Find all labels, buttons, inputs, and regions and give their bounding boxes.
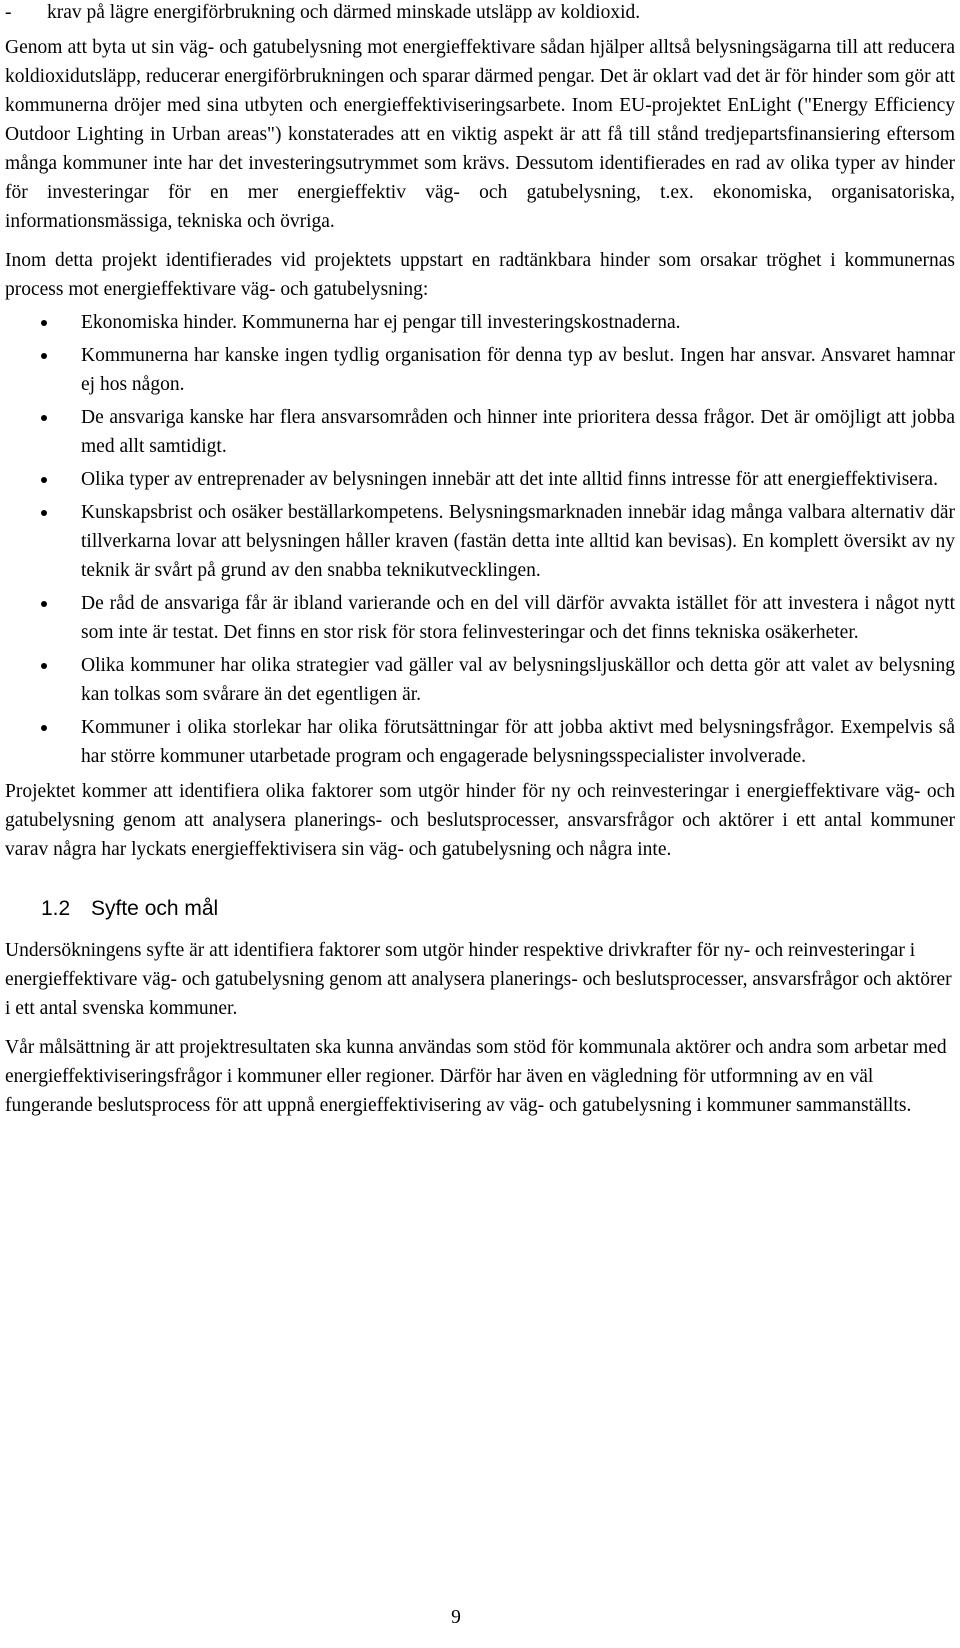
bullet-dot-icon bbox=[41, 601, 47, 607]
bullet-text: De råd de ansvariga får är ibland varierande och en del vill därför avvakta istället för att investera i något nytt som inte är testat. Det finns en stor risk för stora felinvesteringar och det finns tekniska osäkerheter. bbox=[81, 593, 955, 643]
page-content bbox=[5, 0, 955, 1120]
bullet-item bbox=[5, 465, 955, 494]
paragraph-barriers-intro: Inom detta projekt identifierades vid projektets uppstart en radtänkbara hinder som orsakar tröghet i kommunernas process mot energieffektivare väg- och gatubelysning: bbox=[5, 250, 955, 300]
bullet-text: De ansvariga kanske har flera ansvarsområden och hinner inte prioritera dessa frågor. Det är omöjligt att jobba med allt samtidigt. bbox=[81, 407, 955, 457]
bullet-text: Kunskapsbrist och osäker beställarkompetens. Belysningsmarknaden innebär idag många valbara alternativ där tillverkarna lovar att belysningen håller kraven (fastän detta inte alltid kan bevisas). En komplett översikt av ny teknik är svårt på grund av den snabba teknikutvecklingen. bbox=[81, 502, 955, 581]
bullet-item bbox=[5, 308, 955, 337]
bullet-dot-icon bbox=[41, 725, 47, 731]
bullet-item bbox=[5, 651, 955, 709]
barriers-list bbox=[5, 308, 955, 771]
bullet-text: Kommuner i olika storlekar har olika förutsättningar för att jobba aktivt med belysningsfrågor. Exempelvis så har större kommuner utarbetade program och engagerade belysningsspecialister involverade. bbox=[81, 717, 955, 767]
bullet-dot-icon bbox=[41, 663, 47, 669]
bullet-item bbox=[5, 498, 955, 585]
bullet-dot-icon bbox=[41, 320, 47, 326]
bullet-item bbox=[5, 403, 955, 461]
dash-marker: - bbox=[5, 2, 12, 23]
paragraph-project-scope: Projektet kommer att identifiera olika faktorer som utgör hinder för ny och reinvesteringar i energieffektivare väg- och gatubelysning genom att analysera planerings- och beslutsprocesser, ansvarsfrågor och aktörer i ett antal kommuner varav några har lyckats energieffektivisera sin väg- och gatubelysning och några inte. bbox=[5, 781, 955, 860]
section-heading bbox=[5, 895, 955, 923]
dash-list-text: krav på lägre energiförbrukning och därmed minskade utsläpp av koldioxid. bbox=[47, 2, 641, 23]
bullet-text: Kommunerna har kanske ingen tydlig organisation för denna typ av beslut. Ingen har ansvar. Ansvaret hamnar ej hos någon. bbox=[81, 345, 955, 395]
bullet-item bbox=[5, 341, 955, 399]
dash-list-item bbox=[5, 0, 955, 27]
paragraph-background: Genom att byta ut sin väg- och gatubelysning mot energieffektivare sådan hjälper alltså belysningsägarna till att reducera koldioxidutsläpp, reducerar energiförbrukningen och sparar därmed pengar. Det är oklart vad det är för hinder som gör att kommunerna dröjer med sina utbyten och energieffektiviseringsarbete. Inom EU-projektet EnLight ("Energy Efficiency Outdoor Lighting in Urban areas") konstaterades att en viktig aspekt är att få till stånd tredjepartsfinansiering eftersom många kommuner inte har det investeringsutrymmet som krävs. Dessutom identifierades en rad av olika typer av hinder för investeringar för en mer energieffektiv väg- och gatubelysning, t.ex. ekonomiska, organisatoriska, informationsmässiga, tekniska och övriga. bbox=[5, 37, 955, 232]
bullet-dot-icon bbox=[41, 510, 47, 516]
section-title: Syfte och mål bbox=[91, 897, 219, 920]
page-number: 9 bbox=[451, 1607, 461, 1628]
bullet-dot-icon bbox=[41, 415, 47, 421]
bullet-item bbox=[5, 713, 955, 771]
bullet-text: Ekonomiska hinder. Kommunerna har ej pengar till investeringskostnaderna. bbox=[81, 312, 681, 333]
bullet-item bbox=[5, 589, 955, 647]
bullet-text: Olika kommuner har olika strategier vad gäller val av belysningsljuskällor och detta gör att valet av belysning kan tolkas som svårare än det egentligen är. bbox=[81, 655, 955, 705]
bullet-text: Olika typer av entreprenader av belysningen innebär att det inte alltid finns intresse för att energieffektivisera. bbox=[81, 469, 938, 490]
bullet-dot-icon bbox=[41, 477, 47, 483]
bullet-dot-icon bbox=[41, 353, 47, 359]
section-number: 1.2 bbox=[41, 897, 71, 920]
paragraph-purpose: Undersökningens syfte är att identifiera faktorer som utgör hinder respektive drivkrafter för ny- och reinvesteringar i energieffektivare väg- och gatubelysning genom att analysera planerings- och beslutsprocesser, ansvarsfrågor och aktörer i ett antal svenska kommuner. bbox=[5, 940, 952, 1019]
paragraph-goal: Vår målsättning är att projektresultaten ska kunna användas som stöd för kommunala aktörer och andra som arbetar med energieffektiviseringsfrågor i kommuner eller regioner. Därför har även en vägledning för utformning av en väl fungerande beslutsprocess för att uppnå energieffektivisering av väg- och gatubelysning i kommuner sammanställts. bbox=[5, 1037, 947, 1116]
